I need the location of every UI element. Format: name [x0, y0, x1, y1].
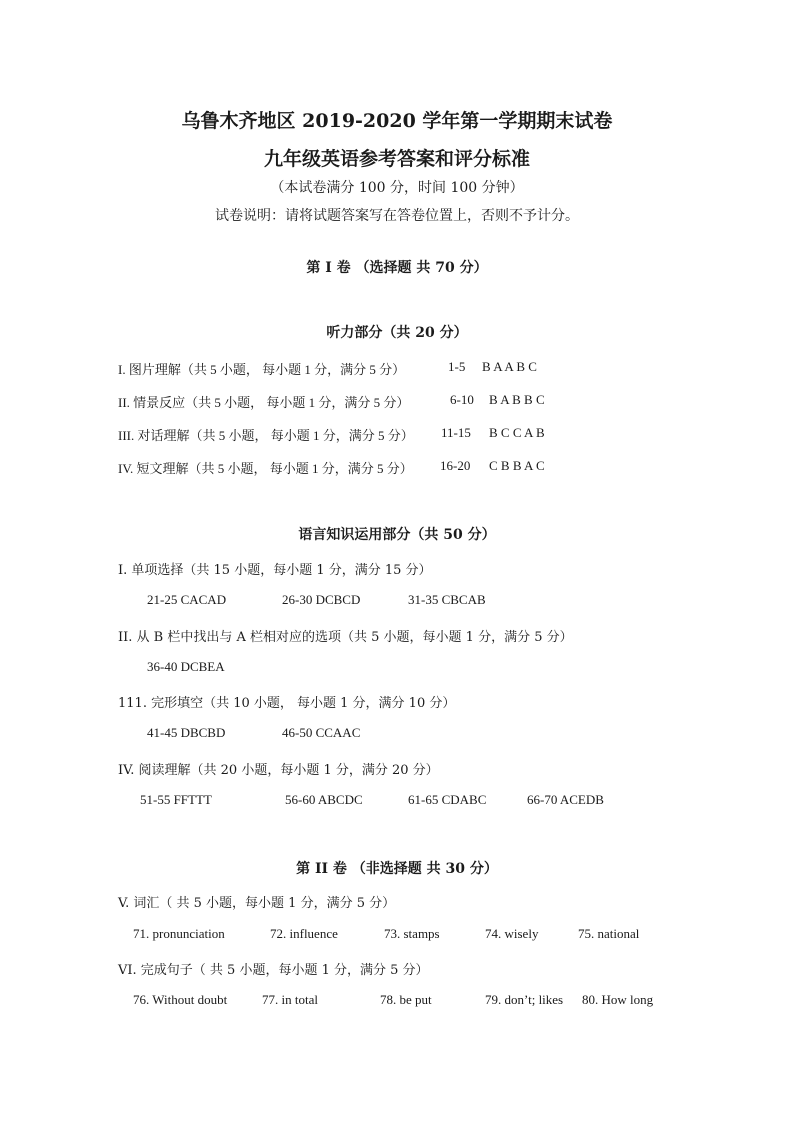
answer-group: 79. don’t; likes	[485, 992, 564, 1007]
answer-group: 21-25 CACAD	[147, 592, 227, 607]
answer-group: 75. national	[578, 926, 640, 941]
answer-group: 80. How long	[582, 992, 654, 1007]
answer-group: 78. be put	[380, 992, 432, 1007]
section-label: I. 单项选择（共 15 小题，每小题 1 分，满分 15 分）	[118, 563, 432, 578]
listening-item-answers: C B B A C	[489, 458, 545, 473]
part2-heading: 第 II 卷 （非选择题 共 30 分）	[296, 861, 498, 877]
answer-group: 26-30 DCBCD	[282, 592, 361, 607]
listening-item-range: 6-10	[450, 392, 474, 407]
page-subtitle: 九年级英语参考答案和评分标准	[263, 148, 530, 170]
listening-item-range: 11-15	[441, 425, 471, 440]
answer-group: 71. pronunciation	[133, 926, 225, 941]
answer-group: 66-70 ACEDB	[527, 792, 604, 807]
answer-group: 61-65 CDABC	[408, 792, 487, 807]
answer-group: 41-45 DBCBD	[147, 725, 226, 740]
answer-group: 76. Without doubt	[133, 992, 228, 1007]
answer-group: 74. wisely	[485, 926, 539, 941]
part1-heading: 第 I 卷 （选择题 共 70 分）	[306, 260, 488, 276]
answer-group: 46-50 CCAAC	[282, 725, 361, 740]
section-label: 111. 完形填空（共 10 小题， 每小题 1 分，满分 10 分）	[118, 696, 456, 711]
answer-group: 77. in total	[262, 992, 318, 1007]
listening-item-label: II. 情景反应（共 5 小题， 每小题 1 分，满分 5 分）	[118, 395, 410, 410]
listening-heading: 听力部分（共 20 分）	[326, 325, 468, 341]
listening-item-answers: B C C A B	[489, 425, 545, 440]
answer-group: 36-40 DCBEA	[147, 659, 225, 674]
answer-group: 51-55 FFTTT	[140, 792, 212, 807]
answer-group: 56-60 ABCDC	[285, 792, 363, 807]
section-label: IV. 阅读理解（共 20 小题，每小题 1 分，满分 20 分）	[118, 763, 439, 778]
section-label: V. 词汇（ 共 5 小题，每小题 1 分，满分 5 分）	[118, 896, 396, 911]
section-label: II. 从 B 栏中找出与 A 栏相对应的选项（共 5 小题，每小题 1 分，满分 5 分）	[118, 630, 573, 645]
listening-item-range: 1-5	[448, 359, 466, 374]
page-title: 乌鲁木齐地区 2019-2020 学年第一学期期末试卷	[181, 110, 613, 132]
listening-item-answers: B A A B C	[482, 359, 537, 374]
exam-instructions: 试卷说明：请将试题答案写在答卷位置上，否则不予计分。	[215, 208, 579, 224]
answer-group: 72. influence	[270, 926, 338, 941]
exam-info: （本试卷满分 100 分，时间 100 分钟）	[270, 180, 524, 196]
listening-item-answers: B A B B C	[489, 392, 545, 407]
answer-group: 73. stamps	[384, 926, 440, 941]
listening-item-range: 16-20	[440, 458, 471, 473]
listening-item-label: I. 图片理解（共 5 小题， 每小题 1 分，满分 5 分）	[118, 362, 406, 377]
section-label: VI. 完成句子（ 共 5 小题，每小题 1 分，满分 5 分）	[118, 963, 429, 978]
answer-group: 31-35 CBCAB	[408, 592, 486, 607]
listening-item-label: III. 对话理解（共 5 小题， 每小题 1 分，满分 5 分）	[118, 428, 414, 443]
listening-item-label: IV. 短文理解（共 5 小题， 每小题 1 分，满分 5 分）	[118, 461, 413, 476]
language-heading: 语言知识运用部分（共 50 分）	[298, 527, 496, 543]
